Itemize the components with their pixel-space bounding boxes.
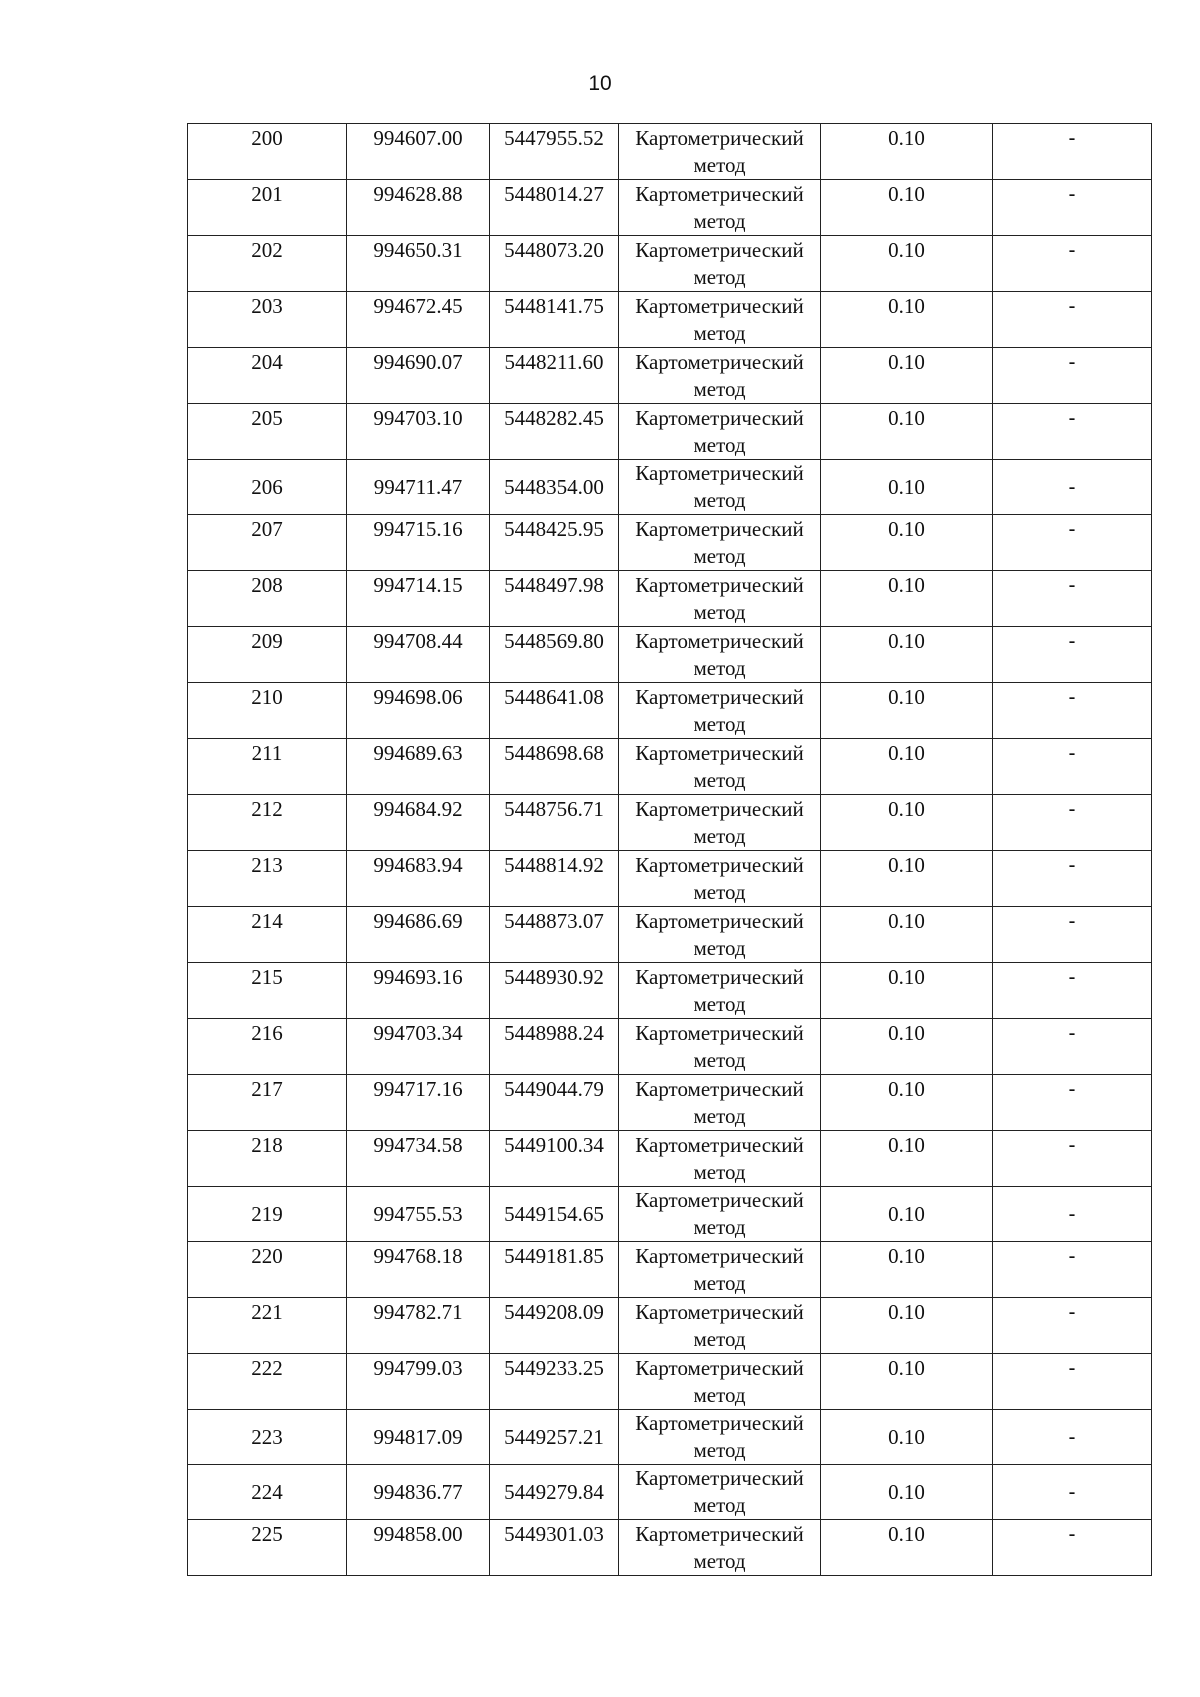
note-cell: -: [993, 1520, 1152, 1576]
x-coordinate-cell: 994686.69: [347, 907, 490, 963]
y-coordinate-cell: 5448873.07: [490, 907, 619, 963]
method-line-1: Картометрический: [635, 909, 804, 933]
table-row: [188, 348, 1152, 404]
x-coordinate-cell: 994703.10: [347, 404, 490, 460]
y-coordinate-cell: 5448698.68: [490, 739, 619, 795]
y-coordinate-cell: 5448282.45: [490, 404, 619, 460]
method-line-2: метод: [693, 433, 746, 457]
method-line-1: Картометрический: [635, 517, 804, 541]
x-coordinate-cell: 994755.53: [347, 1187, 490, 1242]
method-line-2: метод: [693, 992, 746, 1016]
point-number-cell: 211: [188, 739, 347, 795]
x-coordinate-cell: 994683.94: [347, 851, 490, 907]
method-line-1: Картометрический: [635, 1522, 804, 1546]
note-cell: -: [993, 348, 1152, 404]
x-coordinate-cell: 994628.88: [347, 180, 490, 236]
table-row: [188, 1465, 1152, 1520]
method-line-1: Картометрический: [635, 461, 804, 485]
y-coordinate-cell: 5449233.25: [490, 1354, 619, 1410]
note-cell: -: [993, 683, 1152, 739]
method-cell: [619, 1354, 821, 1410]
point-number-cell: 223: [188, 1410, 347, 1465]
y-coordinate-cell: 5449044.79: [490, 1075, 619, 1131]
y-coordinate-cell: 5449257.21: [490, 1410, 619, 1465]
accuracy-cell: 0.10: [821, 1354, 993, 1410]
method-cell: [619, 1131, 821, 1187]
method-line-2: метод: [693, 824, 746, 848]
point-number-cell: 210: [188, 683, 347, 739]
table-row: [188, 124, 1152, 180]
method-line-2: метод: [693, 1493, 746, 1517]
note-cell: -: [993, 1410, 1152, 1465]
accuracy-cell: 0.10: [821, 963, 993, 1019]
accuracy-cell: 0.10: [821, 348, 993, 404]
method-line-2: метод: [693, 880, 746, 904]
accuracy-cell: 0.10: [821, 1410, 993, 1465]
method-line-2: метод: [693, 712, 746, 736]
point-number-cell: 218: [188, 1131, 347, 1187]
y-coordinate-cell: 5448014.27: [490, 180, 619, 236]
x-coordinate-cell: 994782.71: [347, 1298, 490, 1354]
method-line-2: метод: [693, 1327, 746, 1351]
x-coordinate-cell: 994650.31: [347, 236, 490, 292]
table-row: [188, 1410, 1152, 1465]
point-number-cell: 206: [188, 460, 347, 515]
method-line-1: Картометрический: [635, 1077, 804, 1101]
table-row: [188, 1131, 1152, 1187]
accuracy-cell: 0.10: [821, 1131, 993, 1187]
method-line-2: метод: [693, 153, 746, 177]
x-coordinate-cell: 994817.09: [347, 1410, 490, 1465]
method-line-2: метод: [693, 1160, 746, 1184]
method-line-1: Картометрический: [635, 797, 804, 821]
table-row: [188, 515, 1152, 571]
method-line-1: Картометрический: [635, 350, 804, 374]
table-row: [188, 404, 1152, 460]
method-cell: [619, 795, 821, 851]
point-number-cell: 213: [188, 851, 347, 907]
note-cell: -: [993, 963, 1152, 1019]
method-line-1: Картометрический: [635, 573, 804, 597]
accuracy-cell: 0.10: [821, 683, 993, 739]
note-cell: -: [993, 795, 1152, 851]
x-coordinate-cell: 994717.16: [347, 1075, 490, 1131]
accuracy-cell: 0.10: [821, 1187, 993, 1242]
x-coordinate-cell: 994693.16: [347, 963, 490, 1019]
method-cell: [619, 627, 821, 683]
accuracy-cell: 0.10: [821, 851, 993, 907]
coordinates-table-body: [188, 124, 1152, 1576]
accuracy-cell: 0.10: [821, 1242, 993, 1298]
note-cell: -: [993, 236, 1152, 292]
point-number-cell: 217: [188, 1075, 347, 1131]
point-number-cell: 207: [188, 515, 347, 571]
method-cell: [619, 739, 821, 795]
accuracy-cell: 0.10: [821, 404, 993, 460]
point-number-cell: 216: [188, 1019, 347, 1075]
x-coordinate-cell: 994708.44: [347, 627, 490, 683]
point-number-cell: 204: [188, 348, 347, 404]
note-cell: -: [993, 515, 1152, 571]
accuracy-cell: 0.10: [821, 907, 993, 963]
accuracy-cell: 0.10: [821, 292, 993, 348]
table-row: [188, 1354, 1152, 1410]
method-cell: [619, 460, 821, 515]
method-line-1: Картометрический: [635, 126, 804, 150]
x-coordinate-cell: 994672.45: [347, 292, 490, 348]
accuracy-cell: 0.10: [821, 515, 993, 571]
x-coordinate-cell: 994715.16: [347, 515, 490, 571]
table-row: [188, 180, 1152, 236]
method-cell: [619, 1187, 821, 1242]
y-coordinate-cell: 5448354.00: [490, 460, 619, 515]
accuracy-cell: 0.10: [821, 1075, 993, 1131]
method-cell: [619, 515, 821, 571]
point-number-cell: 208: [188, 571, 347, 627]
point-number-cell: 203: [188, 292, 347, 348]
y-coordinate-cell: 5448569.80: [490, 627, 619, 683]
y-coordinate-cell: 5448141.75: [490, 292, 619, 348]
method-line-2: метод: [693, 1438, 746, 1462]
method-line-2: метод: [693, 1271, 746, 1295]
point-number-cell: 221: [188, 1298, 347, 1354]
note-cell: -: [993, 851, 1152, 907]
method-line-1: Картометрический: [635, 685, 804, 709]
note-cell: -: [993, 1075, 1152, 1131]
method-cell: [619, 1298, 821, 1354]
x-coordinate-cell: 994684.92: [347, 795, 490, 851]
method-line-2: метод: [693, 265, 746, 289]
table-row: [188, 1242, 1152, 1298]
method-line-2: метод: [693, 1549, 746, 1573]
method-line-2: метод: [693, 377, 746, 401]
x-coordinate-cell: 994858.00: [347, 1520, 490, 1576]
y-coordinate-cell: 5449301.03: [490, 1520, 619, 1576]
table-row: [188, 683, 1152, 739]
x-coordinate-cell: 994799.03: [347, 1354, 490, 1410]
table-row: [188, 236, 1152, 292]
accuracy-cell: 0.10: [821, 1465, 993, 1520]
method-cell: [619, 851, 821, 907]
accuracy-cell: 0.10: [821, 571, 993, 627]
method-line-2: метод: [693, 1383, 746, 1407]
method-cell: [619, 1465, 821, 1520]
note-cell: -: [993, 627, 1152, 683]
point-number-cell: 224: [188, 1465, 347, 1520]
point-number-cell: 201: [188, 180, 347, 236]
point-number-cell: 209: [188, 627, 347, 683]
note-cell: -: [993, 571, 1152, 627]
note-cell: -: [993, 907, 1152, 963]
note-cell: -: [993, 1019, 1152, 1075]
page-number: 10: [588, 72, 612, 95]
table-row: [188, 571, 1152, 627]
y-coordinate-cell: 5449181.85: [490, 1242, 619, 1298]
note-cell: -: [993, 180, 1152, 236]
y-coordinate-cell: 5449154.65: [490, 1187, 619, 1242]
accuracy-cell: 0.10: [821, 124, 993, 180]
x-coordinate-cell: 994607.00: [347, 124, 490, 180]
x-coordinate-cell: 994689.63: [347, 739, 490, 795]
note-cell: -: [993, 124, 1152, 180]
note-cell: -: [993, 1131, 1152, 1187]
method-cell: [619, 1242, 821, 1298]
method-cell: [619, 404, 821, 460]
method-cell: [619, 571, 821, 627]
method-cell: [619, 1019, 821, 1075]
y-coordinate-cell: 5448497.98: [490, 571, 619, 627]
method-line-1: Картометрический: [635, 1356, 804, 1380]
method-line-2: метод: [693, 768, 746, 792]
note-cell: -: [993, 739, 1152, 795]
point-number-cell: 214: [188, 907, 347, 963]
method-cell: [619, 963, 821, 1019]
note-cell: -: [993, 1242, 1152, 1298]
coordinates-table: [187, 123, 1152, 1576]
method-line-1: Картометрический: [635, 1466, 804, 1490]
y-coordinate-cell: 5448211.60: [490, 348, 619, 404]
accuracy-cell: 0.10: [821, 460, 993, 515]
method-line-2: метод: [693, 1048, 746, 1072]
method-cell: [619, 180, 821, 236]
table-row: [188, 1298, 1152, 1354]
table-row: [188, 1187, 1152, 1242]
method-cell: [619, 124, 821, 180]
table-row: [188, 963, 1152, 1019]
method-cell: [619, 292, 821, 348]
y-coordinate-cell: 5448425.95: [490, 515, 619, 571]
method-line-1: Картометрический: [635, 853, 804, 877]
accuracy-cell: 0.10: [821, 1298, 993, 1354]
x-coordinate-cell: 994711.47: [347, 460, 490, 515]
method-line-2: метод: [693, 600, 746, 624]
point-number-cell: 220: [188, 1242, 347, 1298]
method-line-1: Картометрический: [635, 1021, 804, 1045]
method-cell: [619, 1075, 821, 1131]
note-cell: -: [993, 292, 1152, 348]
note-cell: -: [993, 1298, 1152, 1354]
table-row: [188, 292, 1152, 348]
y-coordinate-cell: 5448930.92: [490, 963, 619, 1019]
method-line-2: метод: [693, 209, 746, 233]
table-row: [188, 627, 1152, 683]
note-cell: -: [993, 460, 1152, 515]
x-coordinate-cell: 994703.34: [347, 1019, 490, 1075]
method-line-1: Картометрический: [635, 1244, 804, 1268]
y-coordinate-cell: 5448641.08: [490, 683, 619, 739]
x-coordinate-cell: 994714.15: [347, 571, 490, 627]
note-cell: -: [993, 404, 1152, 460]
point-number-cell: 205: [188, 404, 347, 460]
method-line-1: Картометрический: [635, 294, 804, 318]
accuracy-cell: 0.10: [821, 795, 993, 851]
point-number-cell: 202: [188, 236, 347, 292]
method-cell: [619, 683, 821, 739]
method-cell: [619, 1410, 821, 1465]
method-line-2: метод: [693, 936, 746, 960]
accuracy-cell: 0.10: [821, 739, 993, 795]
point-number-cell: 212: [188, 795, 347, 851]
table-row: [188, 1520, 1152, 1576]
point-number-cell: 225: [188, 1520, 347, 1576]
table-row: [188, 1075, 1152, 1131]
x-coordinate-cell: 994768.18: [347, 1242, 490, 1298]
method-line-1: Картометрический: [635, 1133, 804, 1157]
x-coordinate-cell: 994734.58: [347, 1131, 490, 1187]
accuracy-cell: 0.10: [821, 180, 993, 236]
y-coordinate-cell: 5449279.84: [490, 1465, 619, 1520]
accuracy-cell: 0.10: [821, 1019, 993, 1075]
method-line-1: Картометрический: [635, 238, 804, 262]
accuracy-cell: 0.10: [821, 1520, 993, 1576]
y-coordinate-cell: 5448988.24: [490, 1019, 619, 1075]
method-cell: [619, 236, 821, 292]
x-coordinate-cell: 994690.07: [347, 348, 490, 404]
method-line-1: Картометрический: [635, 965, 804, 989]
y-coordinate-cell: 5448756.71: [490, 795, 619, 851]
x-coordinate-cell: 994698.06: [347, 683, 490, 739]
table-row: [188, 460, 1152, 515]
table-row: [188, 851, 1152, 907]
note-cell: -: [993, 1465, 1152, 1520]
method-line-2: метод: [693, 544, 746, 568]
method-line-1: Картометрический: [635, 1411, 804, 1435]
table-row: [188, 1019, 1152, 1075]
method-line-2: метод: [693, 656, 746, 680]
method-line-2: метод: [693, 321, 746, 345]
method-cell: [619, 348, 821, 404]
method-line-1: Картометрический: [635, 1300, 804, 1324]
note-cell: -: [993, 1187, 1152, 1242]
method-cell: [619, 1520, 821, 1576]
accuracy-cell: 0.10: [821, 627, 993, 683]
table-row: [188, 907, 1152, 963]
point-number-cell: 219: [188, 1187, 347, 1242]
y-coordinate-cell: 5448073.20: [490, 236, 619, 292]
method-line-1: Картометрический: [635, 406, 804, 430]
point-number-cell: 215: [188, 963, 347, 1019]
y-coordinate-cell: 5449100.34: [490, 1131, 619, 1187]
method-line-2: метод: [693, 1215, 746, 1239]
table-row: [188, 795, 1152, 851]
y-coordinate-cell: 5448814.92: [490, 851, 619, 907]
method-line-1: Картометрический: [635, 182, 804, 206]
note-cell: -: [993, 1354, 1152, 1410]
method-line-2: метод: [693, 488, 746, 512]
point-number-cell: 222: [188, 1354, 347, 1410]
y-coordinate-cell: 5449208.09: [490, 1298, 619, 1354]
table-row: [188, 739, 1152, 795]
method-line-2: метод: [693, 1104, 746, 1128]
method-line-1: Картометрический: [635, 1188, 804, 1212]
method-line-1: Картометрический: [635, 741, 804, 765]
x-coordinate-cell: 994836.77: [347, 1465, 490, 1520]
y-coordinate-cell: 5447955.52: [490, 124, 619, 180]
method-cell: [619, 907, 821, 963]
accuracy-cell: 0.10: [821, 236, 993, 292]
point-number-cell: 200: [188, 124, 347, 180]
method-line-1: Картометрический: [635, 629, 804, 653]
